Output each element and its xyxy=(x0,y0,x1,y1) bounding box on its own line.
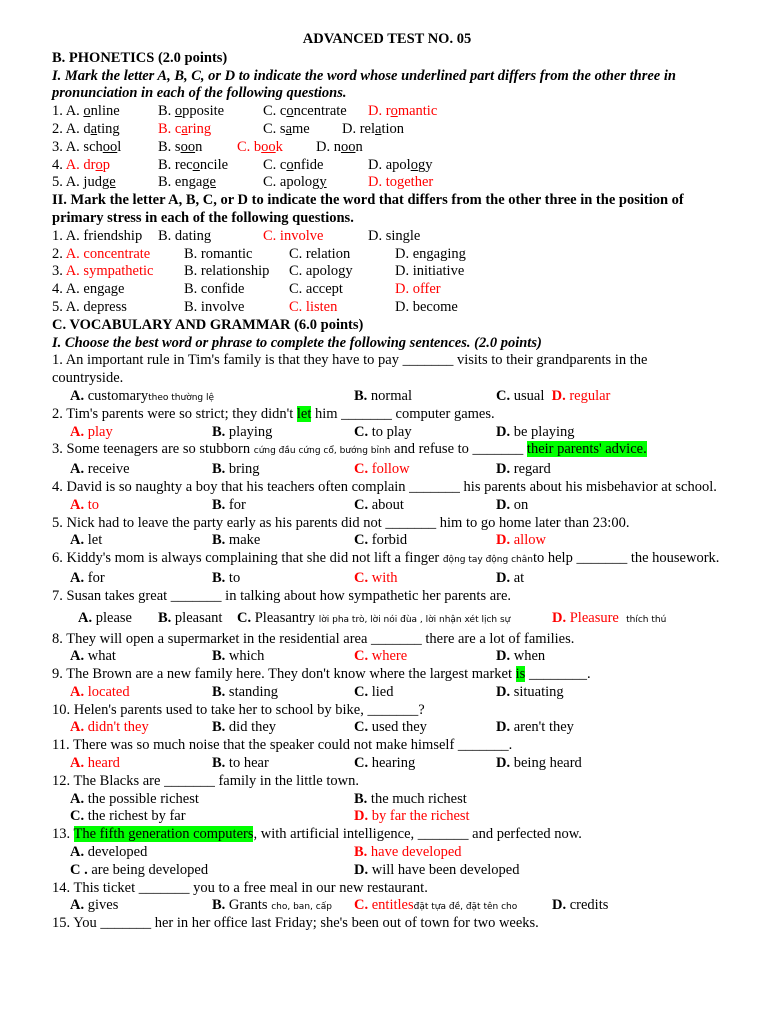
options-1: A. customarytheo thường lệ B. normal C. usual D. regular xyxy=(70,387,611,404)
options-11: A. heard B. to hear C. hearing D. being heard xyxy=(70,755,582,772)
pron-q3: 3. A. school B. soon C. book D. noon xyxy=(52,138,363,155)
options-12-cd: C. the richest by far D. by far the richest xyxy=(70,808,470,825)
test-title: ADVANCED TEST NO. 05 xyxy=(302,31,472,47)
options-12-ab: A. the possible richest B. the much richest xyxy=(70,790,467,807)
options-6: A. for B. to C. with D. at xyxy=(70,569,525,586)
options-5: A. let B. make C. forbid D. allow xyxy=(70,532,546,549)
pron-q5: 5. A. judge B. engage C. apology D. together xyxy=(52,174,434,191)
question-10: 10. Helen's parents used to take her to school by bike, _______? xyxy=(52,701,425,718)
options-10: A. didn't they B. did they C. used they D. aren't they xyxy=(70,719,574,736)
question-6: 6. Kiddy's mom is always complaining that she did not lift a finger động tay động chânto help _______ the housework. xyxy=(52,550,720,567)
phonetics-instruction-1: I. Mark the letter A, B, C, or D to indicate the word whose underlined part differs from the other three in pronunciation in each of the following questions. xyxy=(52,67,676,102)
phonetics-instruction-2: II. Mark the letter A, B, C, or D to indicate the word that differs from the other three in the position of primary stress in each of the following questions. xyxy=(52,192,684,226)
stress-q2: 2. A. concentrate B. romantic C. relation D. engaging xyxy=(52,245,466,262)
stress-q1: 1. A. friendship B. dating C. involve D. single xyxy=(52,227,421,244)
question-5: 5. Nick had to leave the party early as his parents did not _______ him to go home later than 23:00. xyxy=(52,514,630,531)
question-7: 7. Susan takes great _______ in talking about how sympathetic her parents are. xyxy=(52,587,512,604)
question-11: 11. There was so much noise that the speaker could not make himself _______. xyxy=(52,737,513,754)
options-13-cd: C . are being developed D. will have been developed xyxy=(70,861,520,878)
pron-q1: 1. A. online B. opposite C. concentrate D. romantic xyxy=(52,103,438,120)
vocab-heading: C. VOCABULARY AND GRAMMAR (6.0 points) xyxy=(52,316,364,333)
options-14: A. gives B. Grants cho, ban, cấp C. entitlesđặt tựa đề, đặt tên cho D. credits xyxy=(70,897,609,914)
pron-q2: 2. A. dating B. caring C. same D. relation xyxy=(52,120,405,137)
options-3: A. receive B. bring C. follow D. regard xyxy=(70,461,551,478)
stress-q5: 5. A. depress B. involve C. listen D. become xyxy=(52,298,458,315)
options-4: A. to B. for C. about D. on xyxy=(70,496,529,513)
question-14: 14. This ticket _______ you to a free meal in our new restaurant. xyxy=(52,879,428,896)
question-12: 12. The Blacks are _______ family in the little town. xyxy=(52,772,359,789)
document-page xyxy=(52,31,722,933)
question-8: 8. They will open a supermarket in the residential area _______ there are a lot of families. xyxy=(52,630,575,647)
question-1: 1. An important rule in Tim's family is that they have to pay _______ visits to their grandparents in the countryside. xyxy=(52,352,648,387)
vocab-instruction: I. Choose the best word or phrase to complete the following sentences. (2.0 points) xyxy=(52,334,542,351)
question-9: 9. The Brown are a new family here. They don't know where the largest market is ________. xyxy=(52,666,591,683)
phonetics-heading: B. PHONETICS (2.0 points) xyxy=(52,49,228,66)
question-15: 15. You _______ her in her office last Friday; she's been out of town for two weeks. xyxy=(52,915,539,932)
options-13-ab: A. developed B. have developed xyxy=(70,844,462,861)
options-8: A. what B. which C. where D. when xyxy=(70,648,546,665)
question-2: 2. Tim's parents were so strict; they didn't let him _______ computer games. xyxy=(52,405,495,422)
options-7: A. please B. pleasant C. Pleasantry lời pha trò, lời nói đùa , lời nhận xét lịch sự D. Pleasure thích thú xyxy=(78,609,667,626)
stress-q3: 3. A. sympathetic B. relationship C. apology D. initiative xyxy=(52,263,465,280)
stress-q4: 4. A. engage B. confide C. accept D. offer xyxy=(52,281,441,298)
question-13: 13. The fifth generation computers, with artificial intelligence, _______ and perfected now. xyxy=(52,826,582,843)
question-3: 3. Some teenagers are so stubborn cứng đầu cứng cổ, bướng bỉnh and refuse to _______ their parents' advice. xyxy=(52,441,647,458)
options-2: A. play B. playing C. to play D. be playing xyxy=(70,423,575,440)
options-9: A. located B. standing C. lied D. situating xyxy=(70,683,564,700)
question-4: 4. David is so naughty a boy that his teachers often complain _______ his parents about his misbehavior at school. xyxy=(52,478,717,495)
pron-q4: 4. A. drop B. reconcile C. confide D. apology xyxy=(52,156,433,173)
